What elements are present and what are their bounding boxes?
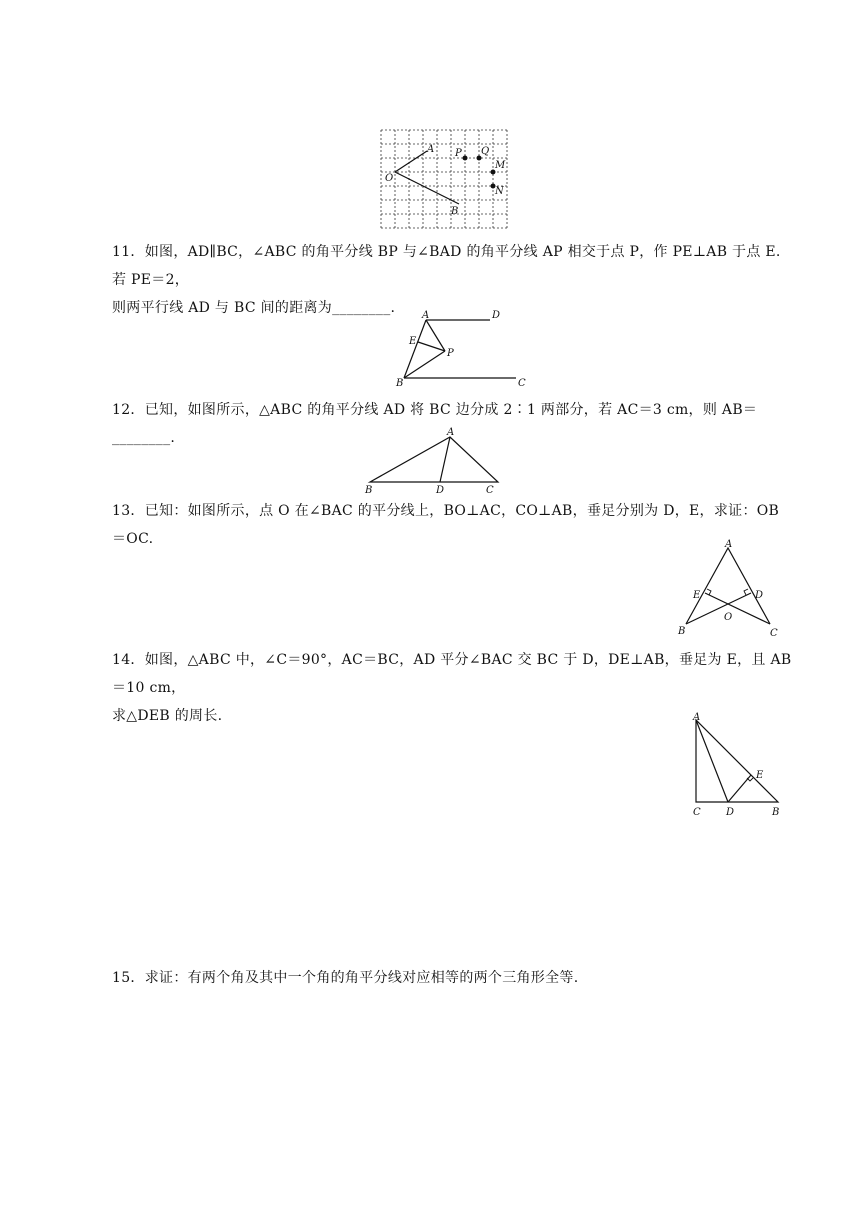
label-a: A bbox=[725, 539, 733, 550]
grid-angle-figure bbox=[375, 126, 515, 232]
question-15-text bbox=[112, 964, 792, 992]
label-c: C bbox=[518, 378, 526, 389]
label-b: B bbox=[678, 626, 686, 637]
label-o: O bbox=[385, 173, 394, 184]
label-m: M bbox=[495, 160, 506, 171]
bisector-ad bbox=[440, 437, 450, 482]
label-a: A bbox=[693, 712, 701, 723]
question-14-line2: 求△DEB 的周长. bbox=[112, 708, 223, 724]
question-11-line1: 11．如图，AD∥BC，∠ABC 的角平分线 BP 与∠BAD 的角平分线 AP 相交于点 P，作 PE⊥AB 于点 E.若 PE＝2， bbox=[112, 244, 781, 288]
label-c: C bbox=[770, 628, 778, 639]
segment-bp bbox=[404, 351, 445, 378]
label-a: A bbox=[422, 310, 430, 321]
label-b: B bbox=[772, 807, 780, 818]
figure-11 bbox=[392, 306, 532, 390]
question-12-line1: 12．已知，如图所示，△ABC 的角平分线 AD 将 BC 边分成 2∶1 两部分，若 AC＝3 cm，则 AB＝________. bbox=[112, 402, 758, 446]
label-p: P bbox=[447, 348, 454, 359]
label-b: B bbox=[365, 485, 373, 496]
label-e: E bbox=[409, 336, 417, 347]
label-b: B bbox=[451, 206, 459, 217]
label-e: E bbox=[693, 590, 701, 601]
label-n: N bbox=[495, 186, 504, 197]
question-11-line2: 则两平行线 AD 与 BC 间的距离为________. bbox=[112, 300, 396, 316]
label-o: O bbox=[724, 612, 733, 623]
question-14-line1: 14．如图，△ABC 中，∠C＝90°，AC＝BC，AD 平分∠BAC 交 BC 于 D，DE⊥AB，垂足为 E，且 AB＝10 cm， bbox=[112, 652, 792, 696]
point-p bbox=[463, 156, 468, 161]
label-d: D bbox=[726, 807, 735, 818]
ray-ob bbox=[395, 172, 459, 204]
triangle-abc bbox=[696, 720, 778, 802]
label-d: D bbox=[755, 590, 764, 601]
label-d: D bbox=[492, 310, 501, 321]
figure-12 bbox=[360, 424, 510, 496]
grid-lines bbox=[381, 130, 507, 228]
label-e: E bbox=[756, 770, 764, 781]
figure-14 bbox=[686, 710, 790, 822]
label-c: C bbox=[693, 807, 701, 818]
bisector-ad bbox=[696, 720, 728, 802]
question-13-line1: 13．已知：如图所示，点 O 在∠BAC 的平分线上，BO⊥AC，CO⊥AB，垂足分别为 D，E，求证：OB＝OC. bbox=[112, 503, 780, 547]
label-b: B bbox=[396, 378, 404, 389]
label-c: C bbox=[486, 485, 494, 496]
segment-ap bbox=[426, 320, 445, 351]
figure-13 bbox=[672, 538, 786, 642]
label-a: A bbox=[427, 144, 435, 155]
label-p: P bbox=[455, 148, 462, 159]
label-a: A bbox=[447, 427, 455, 438]
right-angle-e bbox=[747, 778, 753, 781]
question-15-line1: 15．求证：有两个角及其中一个角的角平分线对应相等的两个三角形全等. bbox=[112, 970, 579, 986]
ray-oa bbox=[395, 151, 427, 172]
label-q: Q bbox=[481, 146, 490, 157]
label-d: D bbox=[436, 485, 445, 496]
triangle-abc bbox=[370, 437, 498, 482]
segment-ab bbox=[404, 320, 426, 378]
